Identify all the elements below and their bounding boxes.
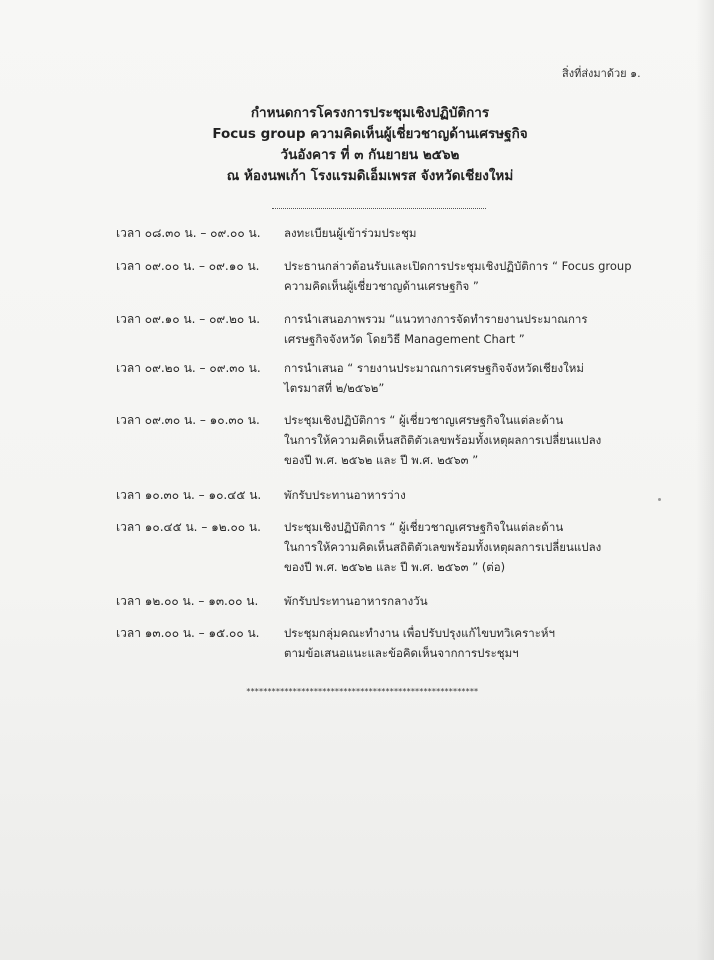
- title-line: ณ ห้องนพเก้า โรงแรมดิเอ็มเพรส จังหวัดเชียงใหม่: [226, 168, 514, 184]
- page-edge-shadow: [696, 0, 714, 960]
- schedule-description: [284, 223, 664, 243]
- description-line: การนำเสนอ “ รายงานประมาณการเศรษฐกิจจังหวัดเชียงใหม่: [284, 361, 584, 375]
- description-line: ประธานกล่าวต้อนรับและเปิดการประชุมเชิงปฏิบัติการ “ Focus group: [284, 259, 632, 273]
- schedule-description: [284, 517, 664, 577]
- description-line: ประชุมกลุ่มคณะทำงาน เพื่อปรับปรุงแก้ไขบทวิเคราะห์ฯ: [284, 626, 555, 640]
- description-line: ของปี พ.ศ. ๒๕๖๒ และ ปี พ.ศ. ๒๕๖๓ ”: [284, 453, 479, 467]
- schedule-time: เวลา ๑๐.๓๐ น. – ๑๐.๔๕ น.: [116, 488, 262, 502]
- schedule-time: เวลา ๑๒.๐๐ น. – ๑๓.๐๐ น.: [116, 594, 259, 608]
- schedule-time: เวลา ๐๘.๓๐ น. – ๐๙.๐๐ น.: [116, 226, 261, 240]
- title-line: วันอังคาร ที่ ๓ กันยายน ๒๕๖๒: [280, 147, 460, 163]
- footer-star-divider: *******************************************************: [246, 687, 478, 696]
- schedule-time: เวลา ๐๙.๒๐ น. – ๐๙.๓๐ น.: [116, 361, 261, 375]
- schedule-description: [284, 623, 664, 663]
- schedule-time: เวลา ๑๐.๔๕ น. – ๑๒.๐๐ น.: [116, 520, 261, 534]
- schedule-time: เวลา ๐๙.๑๐ น. – ๐๙.๒๐ น.: [116, 312, 261, 326]
- attachment-label: สิ่งที่ส่งมาด้วย ๑.: [562, 67, 641, 80]
- description-line: ไตรมาสที่ ๒/๒๕๖๒”: [284, 381, 385, 395]
- schedule-description: [284, 309, 664, 349]
- schedule-description: [284, 358, 664, 398]
- schedule-time: เวลา ๐๙.๐๐ น. – ๐๙.๑๐ น.: [116, 259, 260, 273]
- schedule-description: [284, 591, 664, 611]
- document-title: [150, 103, 590, 187]
- schedule-time: เวลา ๑๓.๐๐ น. – ๑๕.๐๐ น.: [116, 626, 260, 640]
- schedule-description: [284, 256, 664, 296]
- description-line: ลงทะเบียนผู้เข้าร่วมประชุม: [284, 226, 417, 240]
- description-line: การนำเสนอภาพรวม “แนวทางการจัดทำรายงานประมาณการ: [284, 312, 588, 326]
- title-line: กำหนดการโครงการประชุมเชิงปฏิบัติการ: [250, 105, 490, 121]
- description-line: ตามข้อเสนอแนะและข้อคิดเห็นจากการประชุมฯ: [284, 646, 519, 660]
- title-divider: [272, 208, 486, 209]
- description-line: พักรับประทานอาหารว่าง: [284, 488, 406, 502]
- schedule-description: [284, 410, 664, 470]
- description-line: ความคิดเห็นผู้เชี่ยวชาญด้านเศรษฐกิจ ”: [284, 279, 479, 293]
- description-line: ของปี พ.ศ. ๒๕๖๒ และ ปี พ.ศ. ๒๕๖๓ ” (ต่อ): [284, 560, 506, 574]
- title-line: Focus group ความคิดเห็นผู้เชี่ยวชาญด้านเศรษฐกิจ: [212, 126, 528, 142]
- description-line: เศรษฐกิจจังหวัด โดยวิธี Management Chart ”: [284, 332, 525, 346]
- description-line: พักรับประทานอาหารกลางวัน: [284, 594, 428, 608]
- description-line: ประชุมเชิงปฏิบัติการ “ ผู้เชี่ยวชาญเศรษฐกิจในแต่ละด้าน: [284, 520, 564, 534]
- description-line: ในการให้ความคิดเห็นสถิติตัวเลขพร้อมทั้งเหตุผลการเปลี่ยนแปลง: [284, 540, 602, 554]
- paper-speck: [658, 498, 661, 501]
- schedule-description: [284, 485, 664, 505]
- description-line: ในการให้ความคิดเห็นสถิติตัวเลขพร้อมทั้งเหตุผลการเปลี่ยนแปลง: [284, 433, 602, 447]
- description-line: ประชุมเชิงปฏิบัติการ “ ผู้เชี่ยวชาญเศรษฐกิจในแต่ละด้าน: [284, 413, 564, 427]
- schedule-time: เวลา ๐๙.๓๐ น. – ๑๐.๓๐ น.: [116, 413, 260, 427]
